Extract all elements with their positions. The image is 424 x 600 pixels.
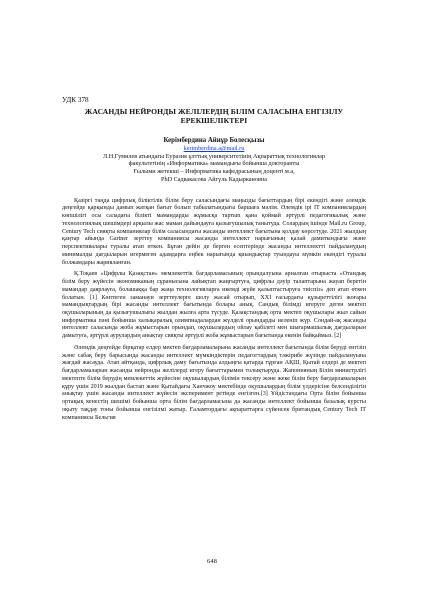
- body-paragraph-1: Қазіргі таңда цифрлық біліктілік білім беру саласындағы маңызды бағыттардың бірі екендігі және әлемдік деңгейде қарқынды дамып жатқан бағыт болып табылатындығы баршаға мәлім. Әлемдік ірі IT компаниялардың көпшілігі осы саладағы білікті мамандарды жұмысқа тартып қана қоймай әртүрлі педагогикалық және технологиялық шешімдері арқылы жас маман дайындауға қызығушылық танытуда. Солардың ішінде Mail.ru Group, Century Tech сияқты компаниялар білім саласындағы жасанды интеллект бағытына қолдау көрсетуде. 2021 жылдың қаңтар айында Gartner зерттеу компаниясы жасанды интеллект нарығының қалай дамитындығы және перспективалары туралы атап өткен. Бұған дейін де берген есептерінде жасанды интеллектті пайдаланудың минималды дағдыларын игермеген адамдарға еңбек нарығында қиындықтар туындауы мүмкін екендігі туралы болжамдары жарияланған.: [62, 197, 366, 266]
- body-paragraph-3: Әлемдік деңгейде бірқатар елдер мектеп бағдарламаларына жасанды интеллект бағытында білім беруді енгізіп және сабақ беру барысында жасанды интеллект мүмкіндіктерін педагогтардың тәжірибе жүзінде пайдалануына жағдай жасауда. Атап айтқанда, цифрлық даму бағытында алдыңғы қатарда тұрған АҚШ, Қытай елдері де мектеп бағдарламаларын жасанды нейронды желілерді игеру бағыттарымен толықтыруда. Жапонияның Білім министрлігі мектепте білім берудің мемлекеттік жүйесіне оқушылардың білімін тексеру және жеке білім беру бағдарламаларын құру үшін 2019 жылдан бастап және Қытайдағы Ханчжоу мектебінде оқушылардың білім үлдерісіне белсенділігін анықтау үшін жасанды интеллект жүйесін эксперимент ретінде енгізген.[3] Ұйдістандағы Орта білім бойынша ортақық кенестің шешімі бойынша орта білім бағдарламасына да жасанды интеллект бойынша базалық курсты оқыту тақдау тоны бойынша енгізілмі жатыр. Ғаламтордағы ақпараттарға сүйенсек британдық Century Tech IT компаниясы Бельгия: [62, 344, 366, 421]
- author-block: [62, 137, 366, 184]
- title-line-1: ЖАСАНДЫ НЕЙРОНДЫ ЖЕЛІЛЕРДІҢ БІЛІМ САЛАСЫНА ЕНГІЗІЛУ: [84, 107, 344, 116]
- supervisor-line-1: Ғылыми жетекші – Информатика кафедрасының доценті м.а,: [133, 168, 295, 176]
- author-name: Керімбердина Айнұр Болесқызы: [163, 136, 265, 144]
- udk-code: УДК 378: [62, 96, 89, 104]
- supervisor-line-2: PhD Садвакасова Айгүль Кадыркановна: [161, 175, 267, 183]
- title-line-2: ЕРЕКШЕЛІКТЕРІ: [180, 116, 248, 126]
- affiliation-line-1: Л.Н.Гумилев атындағы Еуразия ұлттық университетінің Ақпараттық технологиялар: [103, 152, 325, 160]
- author-email-link[interactable]: kerimberdina.a@mail.ru: [183, 144, 245, 152]
- body-paragraph-2: Қ.Тоқаев «Цифрлы Қазақстан» мемлекеттік бағдарламасының орындалуына арналған отырыста «Отандық білім беру жүйесін экономиканың сұранысына лайықтап жаңғыртуға, цифрлы дәуір талаптарына жауап беретін мамандар даярлауға, болашаққа бар жаңа технологияларға икемді жүйе қалыптастыруға тиіспіз» деп атап өткен болатын. [1] Көптеген заманауи зерттеулерге шолу жасай отырып, XXI ғасырдағы құзыреттілігі жоғары мамандықтардың бірі жасанды интеллект бағытында болары анық. Сандық білімді игеруге деген мектеп оқушыларының да қызығушылығы жылдан жылға арта түсуде. Қазақстандық орта мектеп оқушылары жыл сайын информатика пәні бойынша халықаралық олимпиадалардан жүлделі орындарды иеленіп жүр. Сондай-ақ жасанды интеллект саласында жоба жұмыстарын орындап, оқушылардың ойлау қабілеті мен шығармашылық дағдыларын дамытуға, әртүрлі аурулардың анықтау сияқты әртүрлі жоба жұмыстарын бағытында екенін байқаймыз. [2]: [62, 271, 366, 340]
- paper-title: [62, 107, 366, 126]
- affiliation-line-2: факультетінің «Информатика» мамандығы бойынша докторанты: [128, 160, 300, 168]
- page-number: 648: [207, 558, 217, 565]
- article-body: [62, 198, 366, 423]
